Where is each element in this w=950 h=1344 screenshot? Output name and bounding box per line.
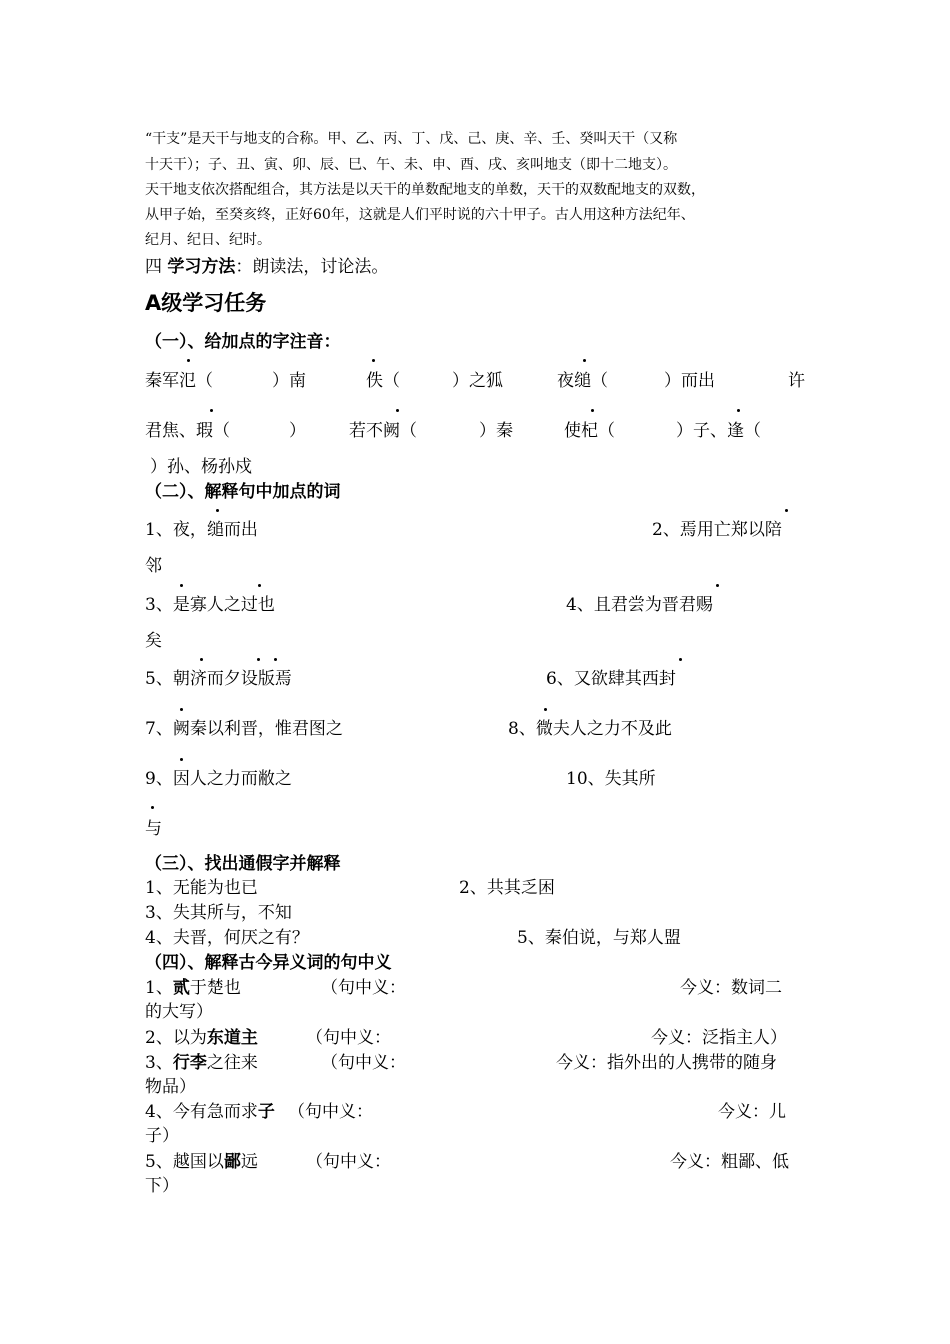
emphasis-dot	[274, 658, 277, 661]
emphasis-dot	[257, 658, 260, 661]
sentence-pre: 2、以为	[145, 1028, 207, 1048]
modern-meaning-cont: 下）	[145, 1176, 179, 1196]
part1-item: 夜缒（	[557, 371, 608, 391]
part2-title: （二）、解释句中加点的词	[145, 482, 341, 502]
part1-item: 若不阙（	[349, 421, 417, 441]
part3-item: 5、秦伯说，与郑人盟	[517, 928, 681, 948]
part1-item: ）子、逢（	[676, 421, 761, 441]
part2-item: 5、朝济而夕设版焉	[145, 669, 292, 689]
emphasis-dot	[583, 359, 586, 362]
part2-item: 9、因人之力而敝之	[145, 769, 292, 789]
part1-item: 佚（	[366, 371, 400, 391]
emphasis-dot	[216, 509, 219, 512]
part1-item: 使杞（	[564, 421, 615, 441]
modern-meaning-cont: 物品）	[145, 1077, 196, 1097]
part1-item: ）	[289, 421, 306, 441]
key-word: 东道主	[206, 1028, 258, 1048]
emphasis-dot	[180, 708, 183, 711]
term-sentence	[145, 973, 241, 998]
part1-item: ）南	[272, 371, 306, 391]
intro-line: 十天干）；子、丑、寅、卯、辰、巳、午、未、申、酉、戌、亥叫地支（即十二地支）。	[145, 157, 677, 173]
term-sentence	[145, 1147, 258, 1172]
part2-item: 3、是寡人之过也	[145, 595, 275, 615]
method-prefix: 四	[145, 257, 168, 277]
method-text: ：朗读法，讨论法。	[235, 257, 389, 277]
term-sentence	[145, 1023, 258, 1048]
context-meaning-label: （句中义：	[321, 1053, 406, 1073]
part2-item: 6、又欲肆其西封	[546, 669, 676, 689]
emphasis-dot	[187, 359, 190, 362]
modern-meaning: 今义：指外出的人携带的随身	[556, 1053, 777, 1073]
part1-item: 君焦、瑕（	[145, 421, 230, 441]
key-word: 贰	[172, 978, 190, 998]
study-method	[145, 252, 388, 277]
key-word: 子	[257, 1102, 275, 1122]
sentence-pre: 1、	[145, 978, 173, 998]
part3-item: 2、共其乏困	[459, 878, 555, 898]
part2-item-cont: 矣	[145, 631, 162, 651]
emphasis-dot	[258, 584, 261, 587]
modern-meaning-cont: 子）	[145, 1126, 179, 1146]
key-word: 鄙	[223, 1152, 241, 1172]
part2-item-cont: 与	[145, 819, 162, 839]
modern-meaning: 今义：儿	[718, 1102, 786, 1122]
part1-item: 许	[788, 371, 805, 391]
emphasis-dot	[180, 758, 183, 761]
emphasis-dot	[372, 359, 375, 362]
sentence-post: 远	[240, 1152, 258, 1172]
emphasis-dot	[210, 409, 213, 412]
intro-line: 天干地支依次搭配组合，其方法是以天干的单数配地支的单数，天干的双数配地支的双数，	[145, 182, 705, 198]
emphasis-dot	[180, 584, 183, 587]
part2-item: 4、且君尝为晋君赐	[566, 595, 713, 615]
intro-line: “干支”是天干与地支的合称。甲、乙、丙、丁、戊、己、庚、辛、壬、癸叫天干（又称	[145, 131, 678, 147]
context-meaning-label: （句中义：	[306, 1028, 391, 1048]
intro-line: 从甲子始，至癸亥终，正好60年，这就是人们平时说的六十甲子。古人用这种方法纪年、	[145, 207, 695, 223]
context-meaning-label: （句中义：	[288, 1102, 373, 1122]
sentence-pre: 4、今有急而求	[145, 1102, 258, 1122]
part2-item: 10、失其所	[566, 769, 656, 789]
emphasis-dot	[396, 409, 399, 412]
emphasis-dot	[151, 806, 154, 809]
part4-title: （四）、解释古今异义词的句中义	[145, 953, 392, 973]
part2-item: 8、微夫人之力不及此	[508, 719, 672, 739]
part2-item-cont: 邻	[145, 556, 162, 576]
context-meaning-label: （句中义：	[321, 978, 406, 998]
part1-row3: ）孙、杨孙戍	[150, 457, 252, 477]
emphasis-dot	[544, 708, 547, 711]
part3-title: （三）、找出通假字并解释	[145, 854, 341, 874]
emphasis-dot	[591, 409, 594, 412]
context-meaning-label: （句中义：	[306, 1152, 391, 1172]
part2-item: 2、焉用亡郑以陪	[652, 520, 782, 540]
emphasis-dot	[785, 509, 788, 512]
modern-meaning: 今义：数词二	[680, 978, 782, 998]
intro-line: 纪月、纪日、纪时。	[145, 232, 271, 248]
part3-item: 4、夫晋，何厌之有？	[145, 928, 309, 948]
sentence-pre: 5、越国以	[145, 1152, 224, 1172]
sentence-post: 于楚也	[189, 978, 241, 998]
emphasis-dot	[679, 658, 682, 661]
modern-meaning-cont: 的大写）	[145, 1002, 213, 1022]
part2-item: 7、阙秦以利晋，惟君图之	[145, 719, 343, 739]
part1-item: ）之狐	[452, 371, 503, 391]
modern-meaning: 今义：泛指主人）	[651, 1028, 787, 1048]
part1-item: 秦军氾（	[145, 371, 213, 391]
part3-item: 3、失其所与，不知	[145, 903, 292, 923]
key-word: 行李	[172, 1053, 207, 1073]
part2-item: 1、夜，缒而出	[145, 520, 258, 540]
sentence-post: 之往来	[206, 1053, 258, 1073]
method-label: 学习方法	[167, 257, 236, 277]
emphasis-dot	[716, 584, 719, 587]
part3-item: 1、无能为也已	[145, 878, 258, 898]
emphasis-dot	[200, 658, 203, 661]
term-sentence	[145, 1048, 258, 1073]
part1-title: （一）、给加点的字注音：	[145, 332, 341, 352]
term-sentence	[145, 1097, 275, 1122]
section-a-title: A级学习任务	[145, 291, 267, 315]
emphasis-dot	[737, 409, 740, 412]
part1-item: ）而出	[664, 371, 715, 391]
part1-item: ）秦	[479, 421, 513, 441]
sentence-pre: 3、	[145, 1053, 173, 1073]
modern-meaning: 今义：粗鄙、低	[670, 1152, 789, 1172]
